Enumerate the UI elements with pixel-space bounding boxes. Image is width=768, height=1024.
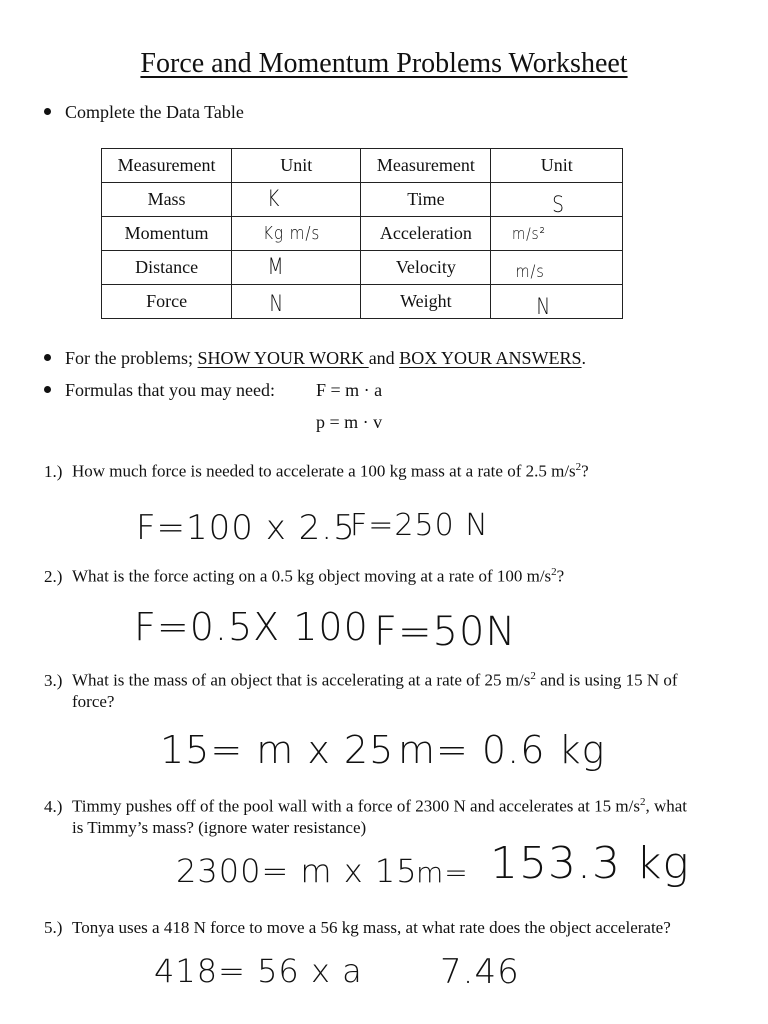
question-5 (44, 917, 724, 938)
cell-measurement: Force (102, 285, 232, 319)
instr-prefix: For the problems; (65, 348, 198, 368)
answer-1-result: F=250 N (350, 508, 489, 543)
answer-3-work: 15= m x 25 (160, 728, 395, 772)
cell-unit-handwritten (232, 251, 361, 285)
header-unit-1: Unit (232, 149, 361, 183)
page-title: Force and Momentum Problems Worksheet (140, 48, 628, 79)
question-text: How much force is needed to accelerate a 100 kg mass at a rate of 2.5 m/s (72, 461, 576, 481)
answer-3-result: m= 0.6 kg (398, 728, 606, 772)
bullet-complete-table (44, 102, 244, 123)
question-text-end: , what (645, 796, 688, 816)
cell-unit-handwritten (491, 217, 623, 251)
header-measurement-2: Measurement (361, 149, 491, 183)
question-number: 2.) (44, 566, 63, 586)
handwritten-unit: S (552, 193, 566, 218)
cell-measurement: Weight (361, 285, 491, 319)
question-text-continued: force? (72, 691, 115, 711)
answer-4-work: 2300= m x 15 (176, 852, 418, 890)
cell-measurement: Velocity (361, 251, 491, 285)
bullet-dot (44, 354, 51, 361)
cell-unit-handwritten (491, 251, 623, 285)
instr-and: and (368, 348, 400, 368)
answer-4-mid: m= (416, 856, 469, 889)
question-4 (44, 792, 724, 838)
formula-momentum: p = m · v (316, 412, 383, 432)
cell-unit-handwritten (232, 183, 361, 217)
question-number: 4.) (44, 796, 63, 816)
table-row (102, 183, 623, 217)
cell-measurement: Acceleration (361, 217, 491, 251)
handwritten-unit: N (269, 292, 285, 317)
bullet-instructions (44, 348, 586, 369)
handwritten-unit: m/s² (512, 224, 547, 243)
question-text: What is the force acting on a 0.5 kg object moving at a rate of 100 m/s (72, 566, 552, 586)
header-measurement-1: Measurement (102, 149, 232, 183)
question-3 (44, 666, 724, 712)
question-1 (44, 457, 724, 482)
table-row (102, 251, 623, 285)
table-row (102, 217, 623, 251)
question-number: 3.) (44, 670, 63, 690)
table-row (102, 285, 623, 319)
handwritten-unit: K (267, 187, 281, 212)
table-header-row (102, 149, 623, 183)
handwritten-unit: m/s (516, 262, 546, 282)
bullet-text: Complete the Data Table (65, 102, 244, 122)
cell-measurement: Momentum (102, 217, 232, 251)
cell-unit-handwritten (232, 285, 361, 319)
answer-4-result: 153.3 kg (490, 838, 690, 889)
answer-2-result: F=50N (374, 609, 517, 655)
question-text: Timmy pushes off of the pool wall with a force of 2300 N and accelerates at 15 m/s (72, 796, 640, 816)
question-text: Tonya uses a 418 N force to move a 56 kg mass, at what rate does the object accelerate? (72, 918, 671, 937)
instr-box-answers: BOX YOUR ANSWERS (399, 348, 582, 368)
question-text-continued: is Timmy’s mass? (ignore water resistance) (72, 817, 367, 837)
answer-2-work: F=0.5X 100 (134, 605, 369, 649)
cell-unit-handwritten (232, 217, 361, 251)
answer-1-work: F=100 x 2.5 (136, 508, 356, 548)
cell-measurement: Mass (102, 183, 232, 217)
answer-5-work: 418= 56 x a (154, 952, 363, 990)
question-sup: 2 (575, 461, 582, 473)
header-unit-2: Unit (491, 149, 623, 183)
question-text: What is the mass of an object that is accelerating at a rate of 25 m/s (72, 670, 531, 690)
formulas-label: Formulas that you may need: (65, 380, 275, 400)
cell-unit-handwritten (491, 183, 623, 217)
question-text-end: ? (581, 461, 589, 481)
handwritten-unit: N (536, 295, 552, 320)
bullet-dot (44, 386, 51, 393)
cell-measurement: Distance (102, 251, 232, 285)
question-text-end: ? (556, 566, 565, 586)
handwritten-unit: Kg m/s (263, 223, 321, 244)
bullet-dot (44, 108, 51, 115)
question-sup: 2 (551, 566, 557, 578)
question-text-end: and is using 15 N of (535, 670, 678, 690)
data-table (101, 148, 623, 319)
question-number: 5.) (44, 918, 63, 937)
cell-measurement: Time (361, 183, 491, 217)
instr-end: . (581, 348, 587, 368)
question-number: 1.) (44, 461, 63, 481)
question-sup: 2 (530, 670, 536, 682)
formula-force: F = m · a (316, 380, 383, 400)
question-2 (44, 562, 724, 587)
answer-5-result: 7.46 (440, 952, 520, 992)
handwritten-unit: M (267, 255, 285, 280)
bullet-formulas (44, 380, 275, 401)
cell-unit-handwritten (491, 285, 623, 319)
question-sup: 2 (639, 796, 646, 808)
instr-show-work: SHOW YOUR WORK (197, 348, 369, 368)
